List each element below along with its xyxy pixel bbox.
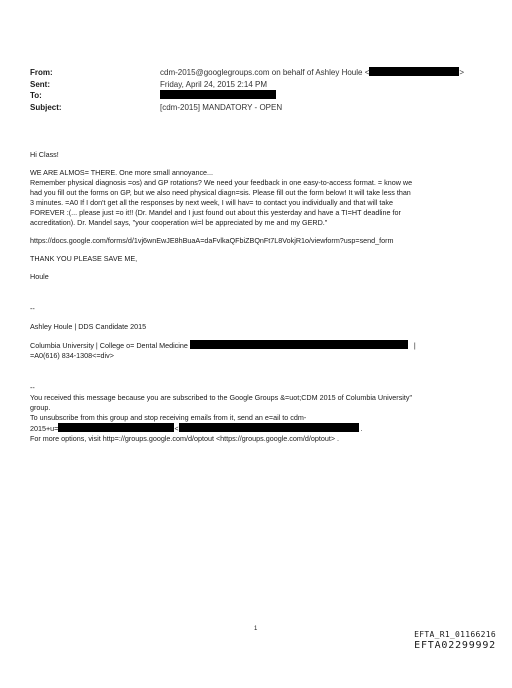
subject-label: Subject: xyxy=(30,102,62,112)
form-link: https://docs.google.com/forms/d/1vj6wnEwJE8hBuaA=daFvlkaQFbiZBQnFt7L8VokjR1o/viewform?usp=send_form xyxy=(30,236,394,245)
main-paragraph: WE ARE ALMOS= THERE. One more small annoyance... Remember physical diagnosis =os) and GP rotations? We need your feedback in one easy-to-access format. = know we had you fill out the forms on GP, but we also need physical diagn=sis. Please fill out the form below! It will take less than 3 minutes. =A0 If I don't get all the responses by next week, I will hav= to contact you individually and that will take FOREVER :(... please just =o it!! (Dr. Mandel and I just found out about this yesterday and have a TI=HT deadline for accreditation). Dr. Mandel says, "your cooperation wi=l be appreciated by me and my GERD." xyxy=(30,168,413,227)
from-value: cdm-2015@googlegroups.com on behalf of Ashley Houle < > xyxy=(160,68,465,77)
doc-id-primary: EFTA_R1_01166216 xyxy=(414,630,496,639)
footer-separator: -- xyxy=(30,383,35,392)
from-row xyxy=(30,67,490,79)
sent-value: Friday, April 24, 2015 2:14 PM xyxy=(160,79,268,89)
redaction-box xyxy=(190,340,408,349)
unsubscribe-line: 2015+u= < . xyxy=(30,424,363,433)
to-label: To: xyxy=(30,91,42,100)
subject-value: [cdm-2015] MANDATORY - OPEN xyxy=(160,102,283,112)
greeting: Hi Class! xyxy=(30,150,59,159)
more-options-line: For more options, visit http=://groups.google.com/d/optout <https://groups.google.com/d/optout> . xyxy=(30,434,340,443)
doc-id-secondary: EFTA02299992 xyxy=(414,640,496,651)
email-header xyxy=(30,67,490,113)
to-row xyxy=(30,90,490,102)
email-body xyxy=(30,150,492,444)
subject-row xyxy=(30,102,490,114)
redaction-box xyxy=(179,423,359,432)
document-id-stamp xyxy=(414,630,496,652)
signature-school: Columbia University | College o= Dental Medicine | xyxy=(30,341,416,350)
sent-row xyxy=(30,79,490,91)
signoff: Houle xyxy=(30,272,49,281)
to-value xyxy=(160,90,276,102)
signature-separator: -- xyxy=(30,304,35,313)
from-label: From: xyxy=(30,68,53,77)
closing-line: THANK YOU PLEASE SAVE ME, xyxy=(30,254,138,263)
page-number: 1 xyxy=(254,626,258,632)
signature-name: Ashley Houle | DDS Candidate 2015 xyxy=(30,322,147,331)
group-footer: You received this message because you are subscribed to the Google Groups &=uot;CDM 2015 of Columbia University" group. To unsubscribe from this group and stop receiving emails from it, send an e=ail to cdm- 2015+u= < . For more options, visit http=://groups.google.com/d/optout <https://groups.google.com/d/optout> . xyxy=(30,393,413,443)
signature-phone: =A0(616) 834-1308<=div> xyxy=(30,351,114,360)
redaction-box xyxy=(58,423,174,432)
sent-label: Sent: xyxy=(30,79,50,89)
redaction-box xyxy=(369,67,459,76)
redaction-box xyxy=(160,90,276,99)
